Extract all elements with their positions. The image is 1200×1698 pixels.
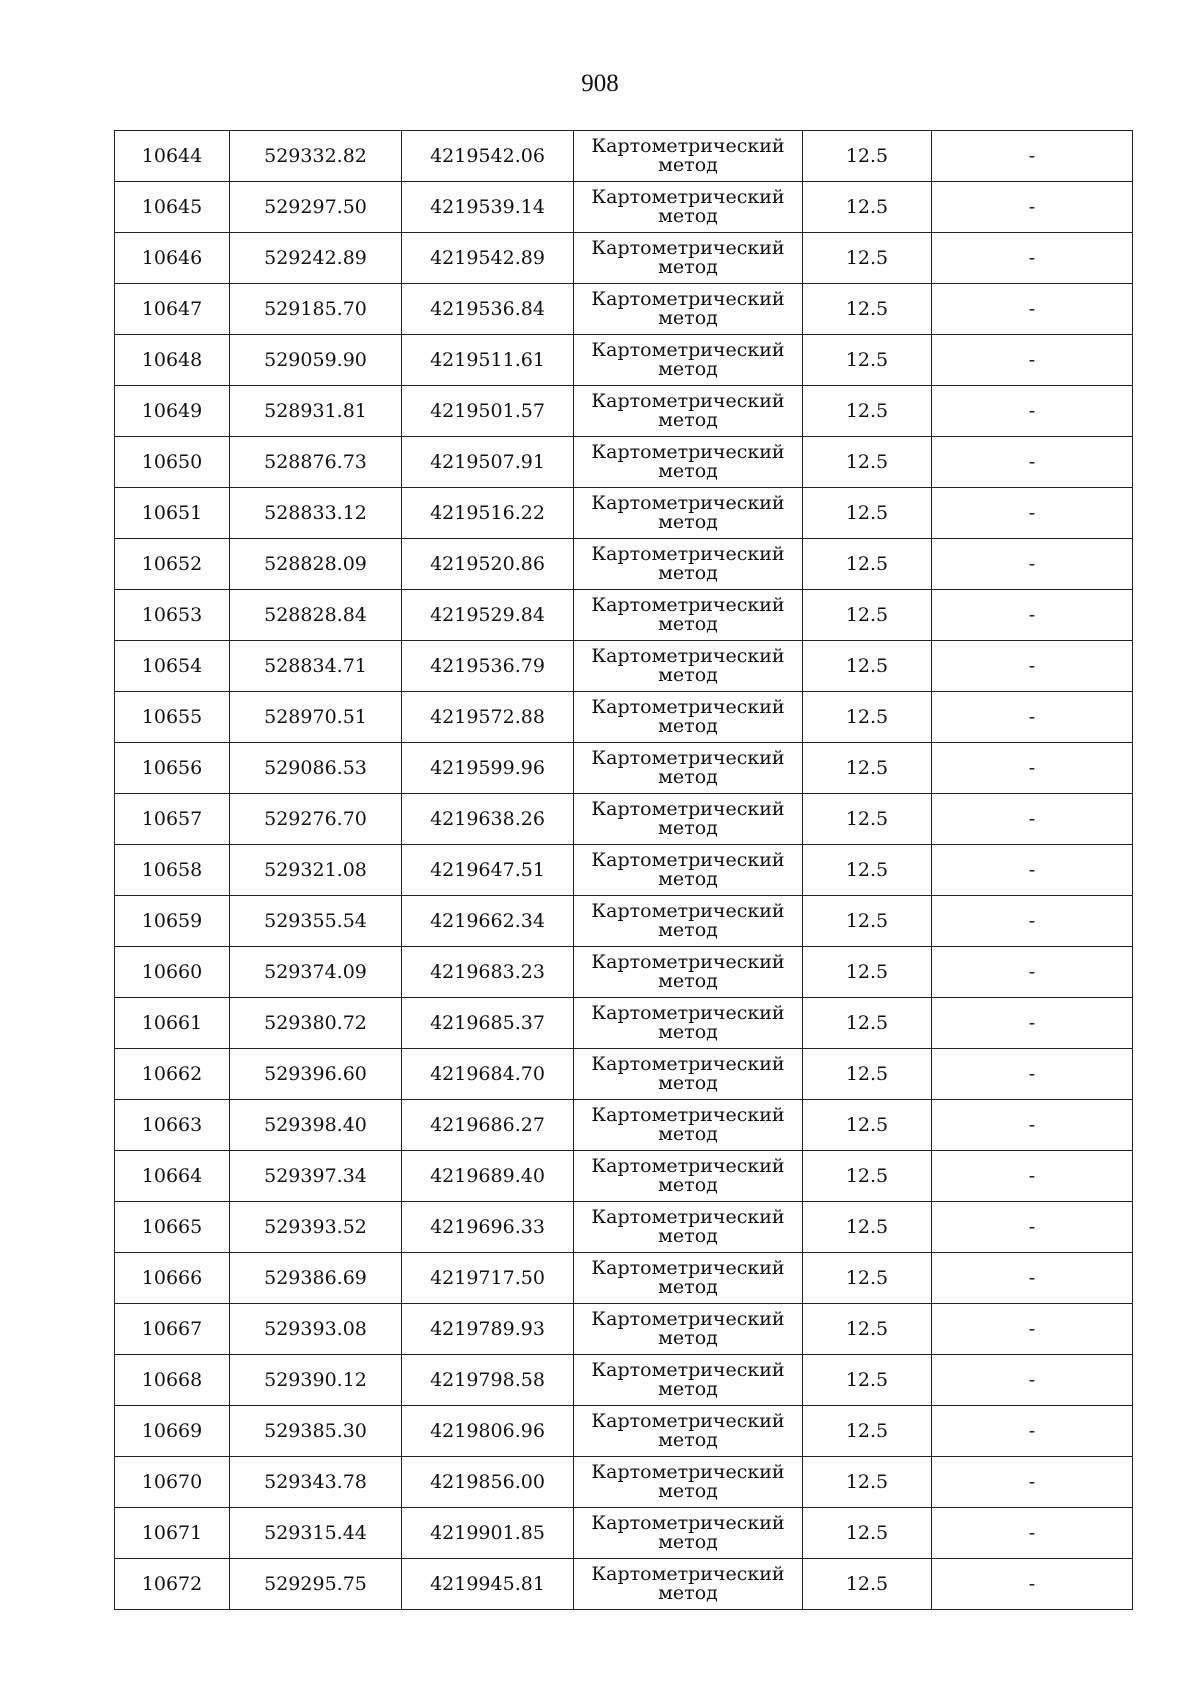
table-row [115,998,1133,1049]
accuracy-cell: 12.5 [803,131,932,182]
point-number-cell: 10658 [115,845,230,896]
method-line-2: метод [658,460,718,482]
x-coordinate-cell: 529355.54 [230,896,402,947]
x-coordinate-cell: 529390.12 [230,1355,402,1406]
accuracy-cell: 12.5 [803,1559,932,1610]
method-line-2: метод [658,1327,718,1349]
y-coordinate-cell: 4219806.96 [402,1406,574,1457]
table-row [115,1406,1133,1457]
point-number-cell: 10672 [115,1559,230,1610]
y-coordinate-cell: 4219572.88 [402,692,574,743]
table-row [115,590,1133,641]
x-coordinate-cell: 529380.72 [230,998,402,1049]
point-number-cell: 10663 [115,1100,230,1151]
method-line-1: Картометрический [591,951,785,973]
method-line-1: Картометрический [591,441,785,463]
accuracy-cell: 12.5 [803,1304,932,1355]
method-line-2: метод [658,307,718,329]
method-cell [574,386,803,437]
method-line-2: метод [658,511,718,533]
accuracy-cell: 12.5 [803,335,932,386]
note-cell: - [932,845,1133,896]
point-number-cell: 10660 [115,947,230,998]
method-line-2: метод [658,358,718,380]
note-cell: - [932,488,1133,539]
point-number-cell: 10650 [115,437,230,488]
method-line-2: метод [658,1480,718,1502]
method-line-1: Картометрический [591,492,785,514]
method-line-1: Картометрический [591,1512,785,1534]
method-cell [574,488,803,539]
method-cell [574,335,803,386]
table-row [115,1508,1133,1559]
x-coordinate-cell: 529185.70 [230,284,402,335]
accuracy-cell: 12.5 [803,743,932,794]
table-row [115,437,1133,488]
page-number: 908 [581,70,619,97]
point-number-cell: 10652 [115,539,230,590]
method-cell [574,845,803,896]
note-cell: - [932,539,1133,590]
accuracy-cell: 12.5 [803,794,932,845]
note-cell: - [932,641,1133,692]
method-line-2: метод [658,766,718,788]
method-line-1: Картометрический [591,900,785,922]
method-line-1: Картометрический [591,747,785,769]
accuracy-cell: 12.5 [803,947,932,998]
accuracy-cell: 12.5 [803,590,932,641]
method-line-2: метод [658,1123,718,1145]
method-line-1: Картометрический [591,1155,785,1177]
accuracy-cell: 12.5 [803,233,932,284]
method-line-1: Картометрический [591,645,785,667]
method-cell [574,1151,803,1202]
note-cell: - [932,1559,1133,1610]
accuracy-cell: 12.5 [803,1049,932,1100]
note-cell: - [932,284,1133,335]
note-cell: - [932,794,1133,845]
x-coordinate-cell: 529397.34 [230,1151,402,1202]
y-coordinate-cell: 4219685.37 [402,998,574,1049]
method-line-1: Картометрический [591,798,785,820]
x-coordinate-cell: 529059.90 [230,335,402,386]
y-coordinate-cell: 4219647.51 [402,845,574,896]
note-cell: - [932,896,1133,947]
note-cell: - [932,1202,1133,1253]
method-cell [574,641,803,692]
table-row [115,947,1133,998]
y-coordinate-cell: 4219529.84 [402,590,574,641]
point-number-cell: 10648 [115,335,230,386]
table-row [115,1304,1133,1355]
note-cell: - [932,386,1133,437]
x-coordinate-cell: 528828.84 [230,590,402,641]
method-line-1: Картометрический [591,288,785,310]
x-coordinate-cell: 528828.09 [230,539,402,590]
y-coordinate-cell: 4219901.85 [402,1508,574,1559]
note-cell: - [932,437,1133,488]
method-cell [574,590,803,641]
method-cell [574,131,803,182]
y-coordinate-cell: 4219689.40 [402,1151,574,1202]
accuracy-cell: 12.5 [803,692,932,743]
accuracy-cell: 12.5 [803,539,932,590]
table-row [115,182,1133,233]
accuracy-cell: 12.5 [803,1457,932,1508]
y-coordinate-cell: 4219501.57 [402,386,574,437]
method-cell [574,743,803,794]
point-number-cell: 10662 [115,1049,230,1100]
accuracy-cell: 12.5 [803,386,932,437]
point-number-cell: 10656 [115,743,230,794]
y-coordinate-cell: 4219507.91 [402,437,574,488]
y-coordinate-cell: 4219684.70 [402,1049,574,1100]
method-cell [574,1049,803,1100]
note-cell: - [932,590,1133,641]
table-row [115,1202,1133,1253]
coordinates-table [114,130,1133,1610]
x-coordinate-cell: 529393.08 [230,1304,402,1355]
x-coordinate-cell: 529297.50 [230,182,402,233]
y-coordinate-cell: 4219542.89 [402,233,574,284]
method-line-1: Картометрический [591,135,785,157]
point-number-cell: 10668 [115,1355,230,1406]
point-number-cell: 10645 [115,182,230,233]
method-line-2: метод [658,1429,718,1451]
y-coordinate-cell: 4219536.84 [402,284,574,335]
accuracy-cell: 12.5 [803,641,932,692]
method-cell [574,284,803,335]
table-row [115,896,1133,947]
x-coordinate-cell: 529386.69 [230,1253,402,1304]
point-number-cell: 10657 [115,794,230,845]
point-number-cell: 10667 [115,1304,230,1355]
method-line-2: метод [658,817,718,839]
method-line-1: Картометрический [591,339,785,361]
y-coordinate-cell: 4219789.93 [402,1304,574,1355]
x-coordinate-cell: 529276.70 [230,794,402,845]
point-number-cell: 10655 [115,692,230,743]
method-line-1: Картометрический [591,1308,785,1330]
x-coordinate-cell: 529295.75 [230,1559,402,1610]
method-line-1: Картометрический [591,849,785,871]
method-line-2: метод [658,1021,718,1043]
point-number-cell: 10644 [115,131,230,182]
point-number-cell: 10654 [115,641,230,692]
accuracy-cell: 12.5 [803,284,932,335]
method-line-2: метод [658,715,718,737]
table-body [115,131,1133,1610]
method-line-2: метод [658,970,718,992]
method-cell [574,947,803,998]
note-cell: - [932,743,1133,794]
note-cell: - [932,182,1133,233]
method-line-2: метод [658,868,718,890]
table-row [115,692,1133,743]
method-cell [574,1457,803,1508]
point-number-cell: 10651 [115,488,230,539]
x-coordinate-cell: 529385.30 [230,1406,402,1457]
method-cell [574,1355,803,1406]
method-line-2: метод [658,1174,718,1196]
method-line-1: Картометрический [591,1002,785,1024]
y-coordinate-cell: 4219856.00 [402,1457,574,1508]
method-line-2: метод [658,409,718,431]
accuracy-cell: 12.5 [803,1253,932,1304]
y-coordinate-cell: 4219662.34 [402,896,574,947]
table-row [115,539,1133,590]
point-number-cell: 10664 [115,1151,230,1202]
table-row [115,284,1133,335]
x-coordinate-cell: 528970.51 [230,692,402,743]
accuracy-cell: 12.5 [803,1406,932,1457]
method-line-1: Картометрический [591,1257,785,1279]
table-row [115,845,1133,896]
method-line-1: Картометрический [591,594,785,616]
method-line-2: метод [658,256,718,278]
x-coordinate-cell: 529315.44 [230,1508,402,1559]
method-cell [574,692,803,743]
x-coordinate-cell: 528833.12 [230,488,402,539]
method-line-2: метод [658,154,718,176]
method-line-2: метод [658,205,718,227]
method-line-2: метод [658,1276,718,1298]
table-row [115,131,1133,182]
method-cell [574,794,803,845]
x-coordinate-cell: 529393.52 [230,1202,402,1253]
table-row [115,1253,1133,1304]
table-row [115,1355,1133,1406]
x-coordinate-cell: 529343.78 [230,1457,402,1508]
method-cell [574,1508,803,1559]
accuracy-cell: 12.5 [803,1151,932,1202]
y-coordinate-cell: 4219520.86 [402,539,574,590]
note-cell: - [932,1253,1133,1304]
method-line-1: Картометрический [591,1461,785,1483]
accuracy-cell: 12.5 [803,1508,932,1559]
method-cell [574,182,803,233]
accuracy-cell: 12.5 [803,1355,932,1406]
y-coordinate-cell: 4219539.14 [402,182,574,233]
y-coordinate-cell: 4219683.23 [402,947,574,998]
method-cell [574,233,803,284]
point-number-cell: 10665 [115,1202,230,1253]
method-cell [574,1559,803,1610]
y-coordinate-cell: 4219542.06 [402,131,574,182]
method-cell [574,896,803,947]
note-cell: - [932,1508,1133,1559]
method-line-1: Картометрический [591,696,785,718]
method-line-1: Картометрический [591,237,785,259]
note-cell: - [932,335,1133,386]
accuracy-cell: 12.5 [803,182,932,233]
note-cell: - [932,947,1133,998]
accuracy-cell: 12.5 [803,1100,932,1151]
method-line-1: Картометрический [591,1410,785,1432]
y-coordinate-cell: 4219945.81 [402,1559,574,1610]
point-number-cell: 10649 [115,386,230,437]
method-line-1: Картометрический [591,1206,785,1228]
method-cell [574,1253,803,1304]
y-coordinate-cell: 4219638.26 [402,794,574,845]
x-coordinate-cell: 528834.71 [230,641,402,692]
method-line-1: Картометрический [591,1563,785,1585]
x-coordinate-cell: 529321.08 [230,845,402,896]
x-coordinate-cell: 529396.60 [230,1049,402,1100]
x-coordinate-cell: 528931.81 [230,386,402,437]
table-row [115,1559,1133,1610]
accuracy-cell: 12.5 [803,1202,932,1253]
note-cell: - [932,1304,1133,1355]
y-coordinate-cell: 4219798.58 [402,1355,574,1406]
table-row [115,1457,1133,1508]
method-line-2: метод [658,562,718,584]
point-number-cell: 10647 [115,284,230,335]
method-line-2: метод [658,1378,718,1400]
point-number-cell: 10653 [115,590,230,641]
y-coordinate-cell: 4219599.96 [402,743,574,794]
note-cell: - [932,1355,1133,1406]
method-line-2: метод [658,1582,718,1604]
method-line-1: Картометрический [591,1359,785,1381]
accuracy-cell: 12.5 [803,896,932,947]
note-cell: - [932,1100,1133,1151]
accuracy-cell: 12.5 [803,998,932,1049]
y-coordinate-cell: 4219686.27 [402,1100,574,1151]
y-coordinate-cell: 4219696.33 [402,1202,574,1253]
x-coordinate-cell: 528876.73 [230,437,402,488]
point-number-cell: 10659 [115,896,230,947]
method-line-2: метод [658,1072,718,1094]
method-line-1: Картометрический [591,390,785,412]
method-line-2: метод [658,664,718,686]
method-cell [574,998,803,1049]
note-cell: - [932,1406,1133,1457]
note-cell: - [932,233,1133,284]
point-number-cell: 10669 [115,1406,230,1457]
table-row [115,488,1133,539]
method-cell [574,539,803,590]
method-line-1: Картометрический [591,543,785,565]
method-line-1: Картометрический [591,1104,785,1126]
method-line-1: Картометрический [591,1053,785,1075]
table-row [115,794,1133,845]
y-coordinate-cell: 4219536.79 [402,641,574,692]
x-coordinate-cell: 529332.82 [230,131,402,182]
method-line-1: Картометрический [591,186,785,208]
accuracy-cell: 12.5 [803,437,932,488]
accuracy-cell: 12.5 [803,488,932,539]
point-number-cell: 10646 [115,233,230,284]
method-line-2: метод [658,613,718,635]
note-cell: - [932,1457,1133,1508]
point-number-cell: 10670 [115,1457,230,1508]
x-coordinate-cell: 529086.53 [230,743,402,794]
table-row [115,386,1133,437]
note-cell: - [932,1151,1133,1202]
note-cell: - [932,131,1133,182]
x-coordinate-cell: 529374.09 [230,947,402,998]
point-number-cell: 10671 [115,1508,230,1559]
y-coordinate-cell: 4219717.50 [402,1253,574,1304]
note-cell: - [932,1049,1133,1100]
accuracy-cell: 12.5 [803,845,932,896]
table-row [115,1049,1133,1100]
method-cell [574,1202,803,1253]
table-row [115,743,1133,794]
method-line-2: метод [658,1531,718,1553]
note-cell: - [932,998,1133,1049]
table-row [115,233,1133,284]
note-cell: - [932,692,1133,743]
table-row [115,1151,1133,1202]
point-number-cell: 10666 [115,1253,230,1304]
table-row [115,335,1133,386]
point-number-cell: 10661 [115,998,230,1049]
table-row [115,641,1133,692]
x-coordinate-cell: 529398.40 [230,1100,402,1151]
x-coordinate-cell: 529242.89 [230,233,402,284]
y-coordinate-cell: 4219516.22 [402,488,574,539]
table-row [115,1100,1133,1151]
method-line-2: метод [658,919,718,941]
method-cell [574,1406,803,1457]
method-cell [574,1304,803,1355]
method-line-2: метод [658,1225,718,1247]
y-coordinate-cell: 4219511.61 [402,335,574,386]
method-cell [574,437,803,488]
method-cell [574,1100,803,1151]
